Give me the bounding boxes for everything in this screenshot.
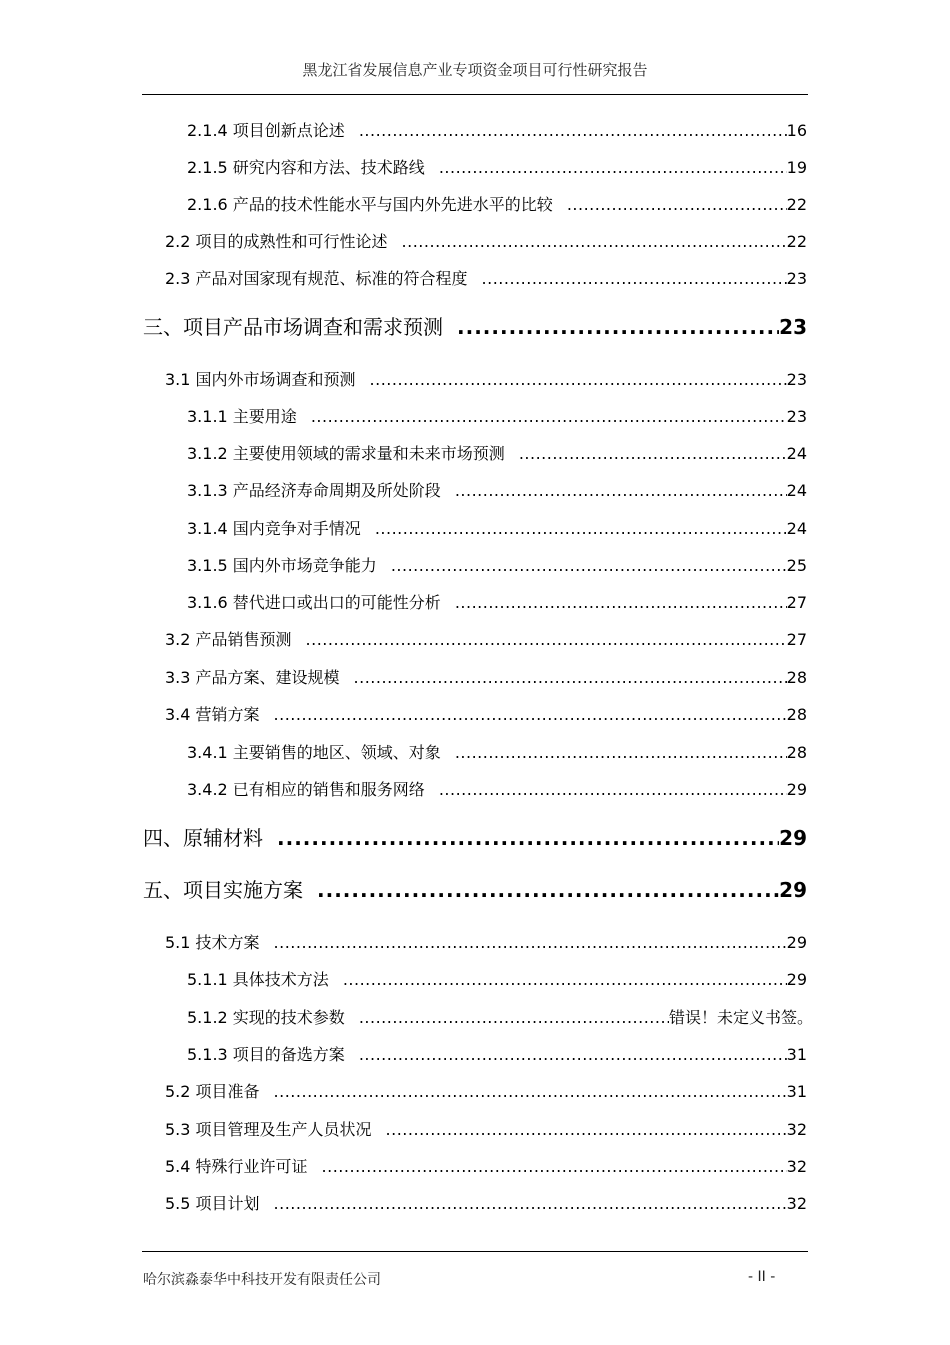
toc-entry-label: 3.4.1 主要销售的地区、领域、对象: [187, 743, 441, 762]
toc-entry-page: 23: [786, 269, 807, 288]
toc-entry-leader: [519, 441, 787, 467]
toc-entry-page: 32: [786, 1194, 807, 1213]
toc-entry[interactable]: [187, 553, 807, 579]
toc-entry-label: 五、项目实施方案: [143, 878, 303, 902]
toc-entry-label: 四、原辅材料: [143, 826, 263, 850]
toc-entry-page: 29: [786, 970, 807, 989]
toc-entry[interactable]: [165, 1191, 807, 1217]
toc-entry[interactable]: [187, 441, 807, 467]
toc-entry-leader: [439, 155, 787, 181]
toc-entry[interactable]: [165, 665, 807, 691]
header-divider: [142, 94, 808, 95]
toc-chapter-entry[interactable]: [143, 875, 807, 905]
toc-chapter-entry[interactable]: [143, 823, 807, 853]
toc-entry-leader: [386, 1117, 787, 1143]
toc-entry-page: 27: [786, 630, 807, 649]
toc-entry[interactable]: [165, 1117, 807, 1143]
toc-entry-page: 28: [786, 743, 807, 762]
toc-entry-label: 2.1.4 项目创新点论述: [187, 121, 345, 140]
toc-entry-page: 29: [779, 878, 807, 902]
toc-entry[interactable]: [165, 229, 807, 255]
toc-entry-label: 3.1.2 主要使用领域的需求量和未来市场预测: [187, 444, 505, 463]
toc-entry[interactable]: [165, 1154, 807, 1180]
toc-entry[interactable]: [187, 516, 807, 542]
toc-entry[interactable]: [165, 627, 807, 653]
toc-entry-leader: [455, 740, 787, 766]
toc-entry-leader: [343, 967, 787, 993]
toc-entry-label: 5.5 项目计划: [165, 1194, 260, 1213]
toc-entry-page: 22: [786, 195, 807, 214]
footer-company-name: 哈尔滨淼泰华中科技开发有限责任公司: [143, 1272, 381, 1288]
toc-entry-page: 29: [786, 933, 807, 952]
toc-entry-leader: [277, 823, 779, 853]
toc-entry[interactable]: [187, 404, 807, 430]
toc-entry-page: 错误！未定义书签。: [668, 1008, 813, 1027]
toc-entry-label: 2.3 产品对国家现有规范、标准的符合程度: [165, 269, 468, 288]
footer-divider: [142, 1251, 808, 1252]
toc-entry-page: 24: [786, 519, 807, 538]
toc-chapter-entry[interactable]: [143, 312, 807, 342]
toc-entry-label: 3.1.6 替代进口或出口的可能性分析: [187, 593, 441, 612]
toc-entry-page: 28: [786, 705, 807, 724]
toc-entry-leader: [274, 930, 787, 956]
toc-entry[interactable]: [165, 367, 807, 393]
toc-entry-page: 29: [786, 780, 807, 799]
toc-entry-label: 5.1.1 具体技术方法: [187, 970, 329, 989]
toc-entry[interactable]: [165, 702, 807, 728]
toc-entry[interactable]: [165, 930, 807, 956]
toc-entry[interactable]: [187, 1042, 807, 1068]
toc-entry-label: 3.1.3 产品经济寿命周期及所处阶段: [187, 481, 441, 500]
toc-entry-leader: [567, 192, 787, 218]
toc-entry-leader: [439, 777, 787, 803]
toc-entry-page: 24: [786, 481, 807, 500]
toc-entry-leader: [375, 516, 787, 542]
toc-entry-page: 23: [786, 370, 807, 389]
footer-page-number: - II -: [748, 1269, 776, 1285]
toc-entry-page: 22: [786, 232, 807, 251]
toc-entry[interactable]: [187, 192, 807, 218]
toc-entry[interactable]: [165, 266, 807, 292]
toc-entry[interactable]: [187, 740, 807, 766]
toc-entry-page: 27: [786, 593, 807, 612]
toc-entry-page: 23: [779, 315, 807, 339]
toc-entry-label: 5.4 特殊行业许可证: [165, 1157, 308, 1176]
toc-entry-label: 3.2 产品销售预测: [165, 630, 292, 649]
toc-entry-leader: [274, 1191, 787, 1217]
toc-entry-leader: [391, 553, 787, 579]
toc-entry-label: 3.1.1 主要用途: [187, 407, 297, 426]
toc-entry[interactable]: [165, 1079, 807, 1105]
toc-entry-label: 5.3 项目管理及生产人员状况: [165, 1120, 372, 1139]
toc-entry[interactable]: [187, 478, 807, 504]
toc-entry[interactable]: [187, 1005, 813, 1031]
toc-entry-leader: [274, 702, 787, 728]
toc-entry-label: 2.2 项目的成熟性和可行性论述: [165, 232, 388, 251]
toc-entry-leader: [359, 118, 787, 144]
toc-entry-page: 23: [786, 407, 807, 426]
toc-entry-page: 19: [786, 158, 807, 177]
toc-entry-leader: [455, 590, 787, 616]
toc-entry[interactable]: [187, 590, 807, 616]
toc-entry-leader: [370, 367, 787, 393]
toc-entry-leader: [482, 266, 787, 292]
toc-entry-leader: [322, 1154, 787, 1180]
toc-entry-leader: [354, 665, 787, 691]
toc-entry-page: 31: [786, 1082, 807, 1101]
toc-entry-leader: [359, 1005, 669, 1031]
toc-entry-label: 5.1 技术方案: [165, 933, 260, 952]
toc-entry[interactable]: [187, 777, 807, 803]
toc-entry-page: 31: [786, 1045, 807, 1064]
toc-entry[interactable]: [187, 967, 807, 993]
toc-entry-leader: [402, 229, 787, 255]
toc-entry-leader: [317, 875, 779, 905]
toc-entry-label: 2.1.5 研究内容和方法、技术路线: [187, 158, 425, 177]
toc-entry-page: 29: [779, 826, 807, 850]
toc-entry-leader: [311, 404, 787, 430]
toc-entry-label: 5.2 项目准备: [165, 1082, 260, 1101]
toc-entry-page: 32: [786, 1120, 807, 1139]
toc-entry-page: 25: [786, 556, 807, 575]
toc-entry-label: 3.4.2 已有相应的销售和服务网络: [187, 780, 425, 799]
toc-entry-label: 3.1.5 国内外市场竞争能力: [187, 556, 377, 575]
toc-entry-label: 3.1.4 国内竞争对手情况: [187, 519, 361, 538]
toc-entry-leader: [359, 1042, 787, 1068]
toc-entry-page: 28: [786, 668, 807, 687]
toc-entry-page: 16: [786, 121, 807, 140]
toc-entry-label: 2.1.6 产品的技术性能水平与国内外先进水平的比较: [187, 195, 553, 214]
toc-entry[interactable]: [187, 155, 807, 181]
toc-entry[interactable]: [187, 118, 807, 144]
toc-entry-label: 5.1.2 实现的技术参数: [187, 1008, 345, 1027]
toc-entry-page: 24: [786, 444, 807, 463]
toc-entry-page: 32: [786, 1157, 807, 1176]
toc-entry-leader: [274, 1079, 787, 1105]
toc-entry-leader: [455, 478, 787, 504]
toc-entry-label: 3.4 营销方案: [165, 705, 260, 724]
toc-entry-leader: [306, 627, 787, 653]
toc-entry-label: 3.3 产品方案、建设规模: [165, 668, 340, 687]
toc-entry-label: 3.1 国内外市场调查和预测: [165, 370, 356, 389]
page-header-title: 黑龙江省发展信息产业专项资金项目可行性研究报告: [302, 61, 648, 79]
toc-entry-leader: [457, 312, 779, 342]
toc-entry-label: 三、项目产品市场调查和需求预测: [143, 315, 443, 339]
toc-entry-label: 5.1.3 项目的备选方案: [187, 1045, 345, 1064]
